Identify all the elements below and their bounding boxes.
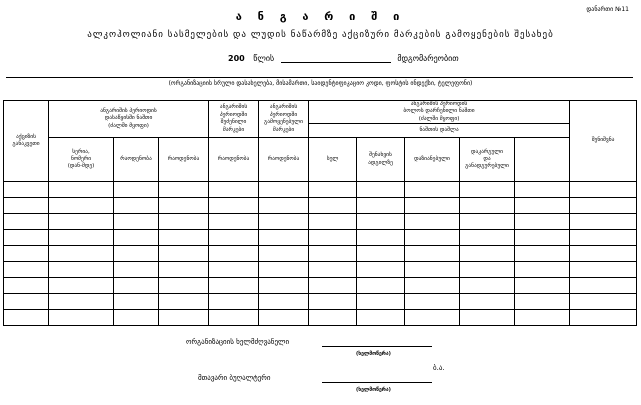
table-cell[interactable] [209, 198, 259, 214]
subheader-total: სულ [309, 138, 357, 182]
head-signature-label: ორგანიზაციის ხელმძღვანელი [186, 338, 290, 346]
table-cell[interactable] [460, 246, 515, 262]
table-cell[interactable] [357, 294, 405, 310]
table-cell[interactable] [357, 198, 405, 214]
table-row [4, 198, 637, 214]
org-name-caption: (ორგანიზაციის სრული დასახელება, მისამართი, საიდენტიფიკაციო კოდი, ფოსტის ინდექსი, ტელეფონი) [168, 80, 473, 87]
table-row [4, 230, 637, 246]
table-cell[interactable] [4, 278, 49, 294]
table-cell[interactable] [209, 182, 259, 198]
table-cell[interactable] [4, 230, 49, 246]
stamp-placeholder: ბ.ა. [433, 364, 445, 372]
table-cell[interactable] [515, 198, 570, 214]
table-cell[interactable] [159, 182, 209, 198]
table-cell[interactable] [570, 278, 637, 294]
table-cell[interactable] [357, 246, 405, 262]
table-cell[interactable] [570, 294, 637, 310]
table-row [4, 294, 637, 310]
report-title: ა ნ გ ა რ ი შ ი [235, 10, 406, 23]
table-cell[interactable] [309, 278, 357, 294]
table-cell[interactable] [460, 198, 515, 214]
table-cell[interactable] [515, 230, 570, 246]
table-cell[interactable] [460, 182, 515, 198]
accountant-signature-label: მთავარი ბუღალტერი [198, 374, 271, 382]
table-cell[interactable] [49, 214, 114, 230]
header-opening-balance: ანგარიშის პერიოდის დასაწყისში ნაშთი (ძალში მყოფი) [49, 101, 209, 138]
table-cell[interactable] [460, 294, 515, 310]
subheader-damaged: დაზიანებული [405, 138, 460, 182]
table-cell[interactable] [309, 198, 357, 214]
table-cell[interactable] [114, 294, 159, 310]
table-cell[interactable] [49, 262, 114, 278]
table-row [4, 246, 637, 262]
table-cell[interactable] [4, 310, 49, 326]
table-cell[interactable] [570, 246, 637, 262]
table-cell[interactable] [259, 262, 309, 278]
table-row [4, 182, 637, 198]
table-cell[interactable] [4, 262, 49, 278]
header-closing-balance: ანგარიშის პერიოდის ბოლოს დარჩენილი ნაშთი (ძალში მყოფი) [309, 101, 570, 124]
table-cell[interactable] [159, 278, 209, 294]
quarter-label: მდგომარეობით [397, 54, 459, 63]
subheader-quantity: რაოდენობა [159, 138, 209, 182]
report-table [3, 100, 637, 326]
table-cell[interactable] [309, 214, 357, 230]
table-cell[interactable] [405, 262, 460, 278]
table-cell[interactable] [515, 214, 570, 230]
table-row [4, 278, 637, 294]
table-cell[interactable] [49, 294, 114, 310]
year-prefix: 200 [228, 54, 245, 63]
subheader-lost-destroyed: დაკარგული და განადგურებული [460, 138, 515, 182]
subheader-quantity: რაოდენობა [114, 138, 159, 182]
header-excise-rate: აქციზის განაკვეთი [4, 101, 49, 182]
table-cell[interactable] [460, 230, 515, 246]
header-notes: შენიშვნა [570, 101, 637, 182]
table-cell[interactable] [209, 230, 259, 246]
table-cell[interactable] [159, 294, 209, 310]
table-cell[interactable] [357, 182, 405, 198]
table-cell[interactable] [405, 278, 460, 294]
table-cell[interactable] [159, 262, 209, 278]
appendix-label: დანართი №11 [586, 6, 629, 13]
table-cell[interactable] [460, 214, 515, 230]
org-name-line[interactable] [6, 77, 633, 78]
table-cell[interactable] [309, 294, 357, 310]
table-cell[interactable] [49, 230, 114, 246]
date-blank[interactable] [281, 62, 391, 63]
table-cell[interactable] [515, 310, 570, 326]
table-cell[interactable] [405, 182, 460, 198]
table-cell[interactable] [114, 246, 159, 262]
table-cell[interactable] [259, 246, 309, 262]
table-cell[interactable] [515, 278, 570, 294]
header-purchased-stamps: ანგარიშის პერიოდში შეძენილი მარკები [209, 101, 259, 138]
table-cell[interactable] [4, 294, 49, 310]
table-cell[interactable] [49, 310, 114, 326]
table-row [4, 310, 637, 326]
table-cell[interactable] [570, 262, 637, 278]
table-cell[interactable] [259, 198, 309, 214]
report-subtitle: ალკოჰოლიანი სასმელების და ლუდის ნაწარმზე აქციზური მარკების გამოყენების შესახებ [87, 30, 554, 40]
table-cell[interactable] [405, 310, 460, 326]
table-cell[interactable] [259, 310, 309, 326]
header-balance-breakdown: ნაშთის დაშლა [309, 124, 570, 138]
table-cell[interactable] [460, 310, 515, 326]
table-cell[interactable] [259, 294, 309, 310]
subheader-in-storage: შენახვის ადგილზე [357, 138, 405, 182]
table-cell[interactable] [357, 262, 405, 278]
table-cell[interactable] [515, 262, 570, 278]
table-cell[interactable] [49, 198, 114, 214]
table-cell[interactable] [357, 278, 405, 294]
table-cell[interactable] [209, 214, 259, 230]
table-cell[interactable] [570, 214, 637, 230]
table-cell[interactable] [259, 182, 309, 198]
table-cell[interactable] [114, 310, 159, 326]
table-cell[interactable] [570, 198, 637, 214]
table-cell[interactable] [515, 246, 570, 262]
table-cell[interactable] [259, 230, 309, 246]
table-cell[interactable] [259, 214, 309, 230]
table-cell[interactable] [209, 294, 259, 310]
header-used-stamps: ანგარიშის პერიოდში გამოყენებული მარკები [259, 101, 309, 138]
subheader-series-number: სერია, ნომერი (დან-მდე) [49, 138, 114, 182]
table-cell[interactable] [4, 198, 49, 214]
table-cell[interactable] [405, 246, 460, 262]
table-cell[interactable] [4, 182, 49, 198]
table-cell[interactable] [114, 198, 159, 214]
table-cell[interactable] [405, 230, 460, 246]
table-cell[interactable] [570, 310, 637, 326]
table-cell[interactable] [114, 230, 159, 246]
table-cell[interactable] [114, 278, 159, 294]
table-cell[interactable] [4, 246, 49, 262]
table-cell[interactable] [405, 214, 460, 230]
table-cell[interactable] [209, 246, 259, 262]
table-cell[interactable] [4, 214, 49, 230]
table-cell[interactable] [515, 182, 570, 198]
table-cell[interactable] [570, 182, 637, 198]
accountant-signature-caption: (ხელმოწერა) [356, 387, 391, 393]
table-cell[interactable] [309, 262, 357, 278]
head-signature-caption: (ხელმოწერა) [356, 351, 391, 357]
table-cell[interactable] [114, 214, 159, 230]
table-cell[interactable] [209, 278, 259, 294]
head-signature-line[interactable] [322, 346, 432, 347]
table-cell[interactable] [570, 230, 637, 246]
table-cell[interactable] [209, 262, 259, 278]
table-cell[interactable] [309, 182, 357, 198]
accountant-signature-line[interactable] [322, 382, 432, 383]
table-cell[interactable] [49, 278, 114, 294]
year-suffix: წლის [253, 54, 275, 63]
table-cell[interactable] [309, 246, 357, 262]
subheader-quantity: რაოდენობა [259, 138, 309, 182]
table-cell[interactable] [460, 262, 515, 278]
table-cell[interactable] [309, 230, 357, 246]
table-cell[interactable] [357, 230, 405, 246]
table-row [4, 214, 637, 230]
table-cell[interactable] [159, 230, 209, 246]
table-cell[interactable] [357, 214, 405, 230]
table-cell[interactable] [114, 182, 159, 198]
table-cell[interactable] [209, 310, 259, 326]
table-cell[interactable] [405, 198, 460, 214]
table-cell[interactable] [357, 310, 405, 326]
table-cell[interactable] [159, 198, 209, 214]
table-cell[interactable] [159, 310, 209, 326]
table-row [4, 262, 637, 278]
subheader-quantity: რაოდენობა [209, 138, 259, 182]
table-cell[interactable] [49, 182, 114, 198]
table-cell[interactable] [159, 214, 209, 230]
table-cell[interactable] [309, 310, 357, 326]
table-cell[interactable] [515, 294, 570, 310]
table-cell[interactable] [159, 246, 209, 262]
table-cell[interactable] [114, 262, 159, 278]
table-cell[interactable] [49, 246, 114, 262]
table-cell[interactable] [405, 294, 460, 310]
period-line [228, 54, 459, 63]
table-cell[interactable] [259, 278, 309, 294]
table-cell[interactable] [460, 278, 515, 294]
